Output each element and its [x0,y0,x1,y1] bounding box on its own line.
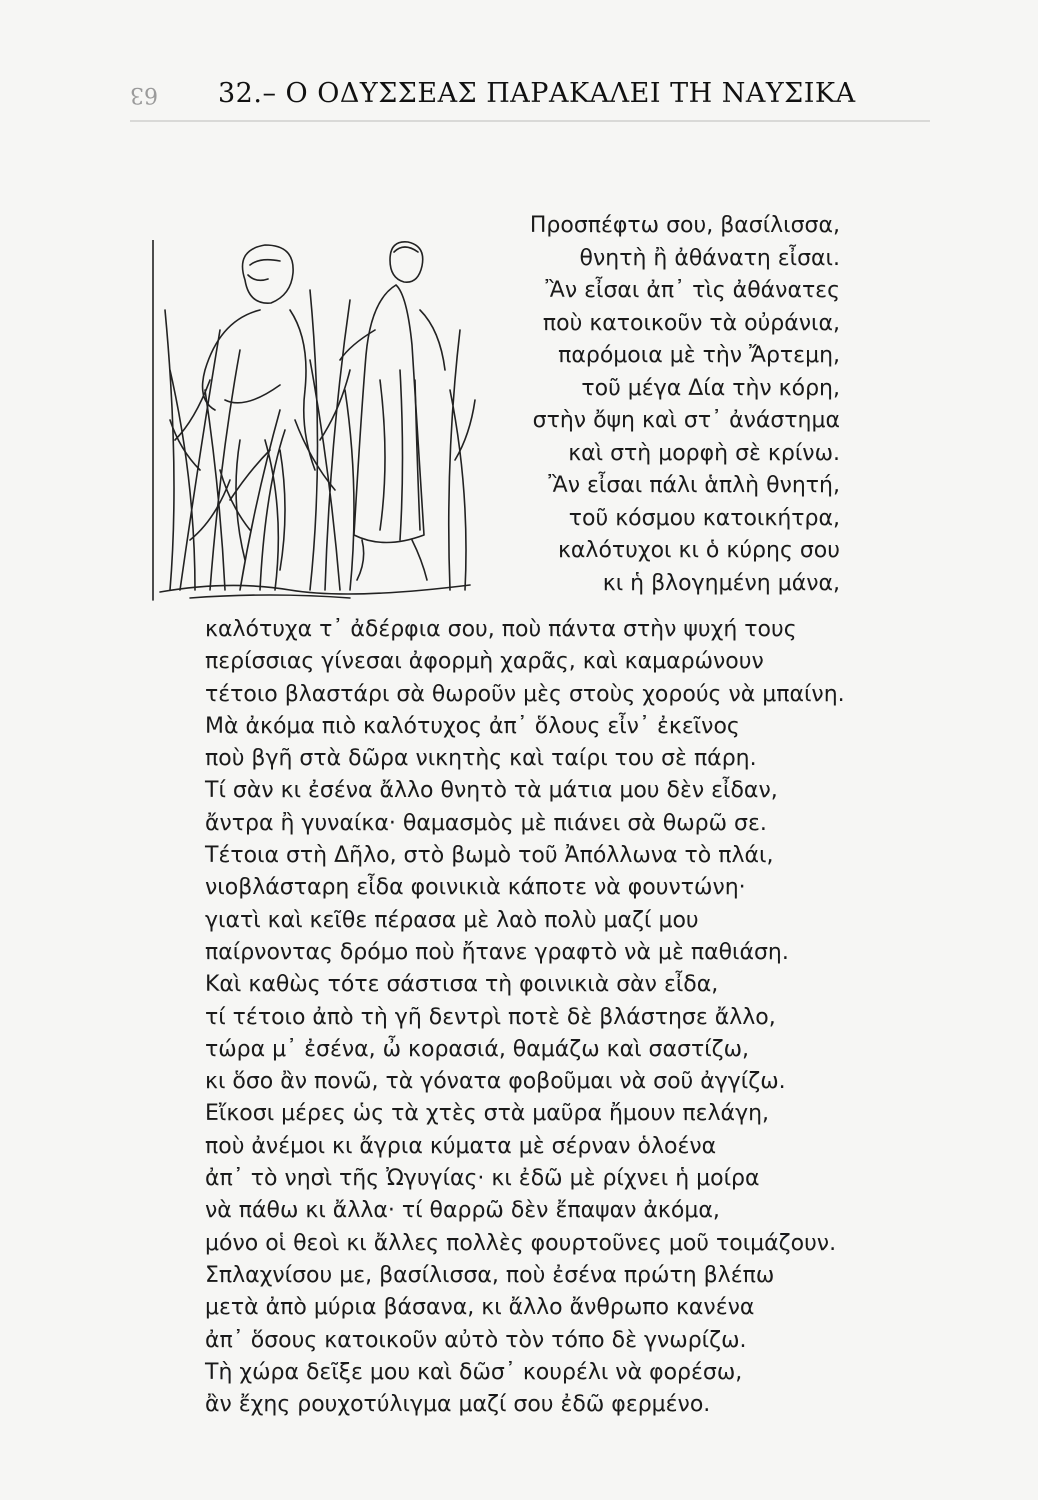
verse-line: νὰ πάθω κι ἄλλα· τί θαρρῶ δὲν ἔπαψαν ἀκόμα, [205,1198,720,1224]
verse-line: Καὶ καθὼς τότε σάστισα τὴ φοινικιὰ σὰν εἶδα, [205,972,719,998]
verse-line: ἀπ᾿ ὅσους κατοικοῦν αὐτὸ τὸν τόπο δὲ γνωρίζω. [205,1327,747,1353]
verse-line: παίρνοντας δρόμο ποὺ ἤτανε γραφτὸ νὰ μὲ παθιάση. [205,939,789,965]
page-number: 63 [130,82,158,107]
verse-line: στὴν ὄψη καὶ στ᾿ ἀνάστημα [532,408,840,433]
verse-line: Τὴ χώρα δεῖξε μου καὶ δῶσ᾿ κουρέλι νὰ φορέσω, [205,1359,743,1385]
verse-line: περίσσιας γίνεσαι ἀφορμὴ χαρᾶς, καὶ καμαρώνουν [205,649,764,675]
verse-line: ἀπ᾿ τὸ νησὶ τῆς Ὠγυγίας· κι ἐδῶ μὲ ρίχνει ἡ μοίρα [205,1166,760,1192]
verse-line: Προσπέφτω σου, βασίλισσα, [529,213,840,238]
verse-line: μόνο οἱ θεοὶ κι ἄλλες πολλὲς φουρτοῦνες μοῦ τοιμάζουν. [205,1230,837,1256]
verse-long-lines [205,614,985,1421]
verse-line: τοῦ κόσμου κατοικήτρα, [568,505,840,531]
verse-line: κι ὅσο ἂν πονῶ, τὰ γόνατα φοβοῦμαι νὰ σοῦ ἀγγίζω. [205,1069,786,1095]
verse-line: μετὰ ἀπὸ μύρια βάσανα, κι ἄλλο ἄνθρωπο κανένα [205,1295,755,1321]
verse-line: κι ἡ βλογημένη μάνα, [602,570,840,596]
verse-line: καλότυχοι κι ὁ κύρης σου [557,538,840,563]
verse-line: καὶ στὴ μορφὴ σὲ κρίνω. [568,440,840,466]
verse-line: Σπλαχνίσου με, βασίλισσα, ποὺ ἐσένα πρώτη βλέπω [205,1262,775,1288]
verse-line: θνητὴ ἢ ἀθάνατη εἶσαι. [579,245,840,271]
verse-line: Εἴκοσι μέρες ὡς τὰ χτὲς στὰ μαῦρα ἤμουν πελάγη, [205,1101,770,1127]
verse-line: τί τέτοιο ἀπὸ τὴ γῆ δεντρὶ ποτὲ δὲ βλάστησε ἄλλο, [205,1004,776,1030]
verse-line: Μὰ ἀκόμα πιὸ καλότυχος ἀπ᾿ ὅλους εἶν᾿ ἐκεῖνος [205,713,740,739]
verse-line: ποὺ κατοικοῦν τὰ οὐράνια, [542,310,840,336]
verse-line: τέτοιο βλαστάρι σὰ θωροῦν μὲς στοὺς χορούς νὰ μπαίνη. [205,681,845,707]
verse-line: ἄντρα ἢ γυναίκα· θαμασμὸς μὲ πιάνει σὰ θωρῶ σε. [205,810,767,836]
verse-line: Ἂν εἶσαι ἀπ᾿ τὶς ἀθάνατες [545,278,840,303]
verse-line: παρόμοια μὲ τὴν Ἄρτεμη, [558,343,840,368]
verse-line: καλότυχα τ᾿ ἀδέρφια σου, ποὺ πάντα στὴν ψυχή τους [205,617,797,642]
odysseus-nausicaa-illustration [150,240,480,605]
verse-line: τώρα μ᾿ ἐσένα, ὦ κορασιά, θαμάζω καὶ σαστίζω, [205,1036,750,1062]
verse-line: νιοβλάσταρη εἶδα φοινικιὰ κάποτε νὰ φουντώνη· [205,875,746,901]
verse-short-lines [470,210,930,600]
chapter-title: 32.– Ο ΟΔΥΣΣΕΑΣ ΠΑΡΑΚΑΛΕΙ ΤΗ ΝΑΥΣΙΚΑ [218,78,856,109]
verse-line: Τί σὰν κι ἐσένα ἄλλο θνητὸ τὰ μάτια μου δὲν εἶδαν, [205,778,778,804]
verse-line: γιατὶ καὶ κεῖθε πέρασα μὲ λαὸ πολὺ μαζί μου [205,907,699,933]
verse-line: τοῦ μέγα Δία τὴν κόρη, [581,375,840,401]
verse-line: Τέτοια στὴ Δῆλο, στὸ βωμὸ τοῦ Ἀπόλλωνα τὸ πλάι, [205,843,774,869]
verse-line: ἂν ἔχης ρουχοτύλιγμα μαζί σου ἐδῶ φερμένο. [205,1392,711,1418]
verse-line: ποὺ ἀνέμοι κι ἄγρια κύματα μὲ σέρναν ὁλοένα [205,1133,717,1159]
verse-line: Ἂν εἶσαι πάλι ἁπλὴ θνητή, [548,473,840,498]
verse-line: ποὺ βγῆ στὰ δῶρα νικητὴς καὶ ταίρι του σὲ πάρη. [205,746,757,772]
header-rule [130,120,930,122]
